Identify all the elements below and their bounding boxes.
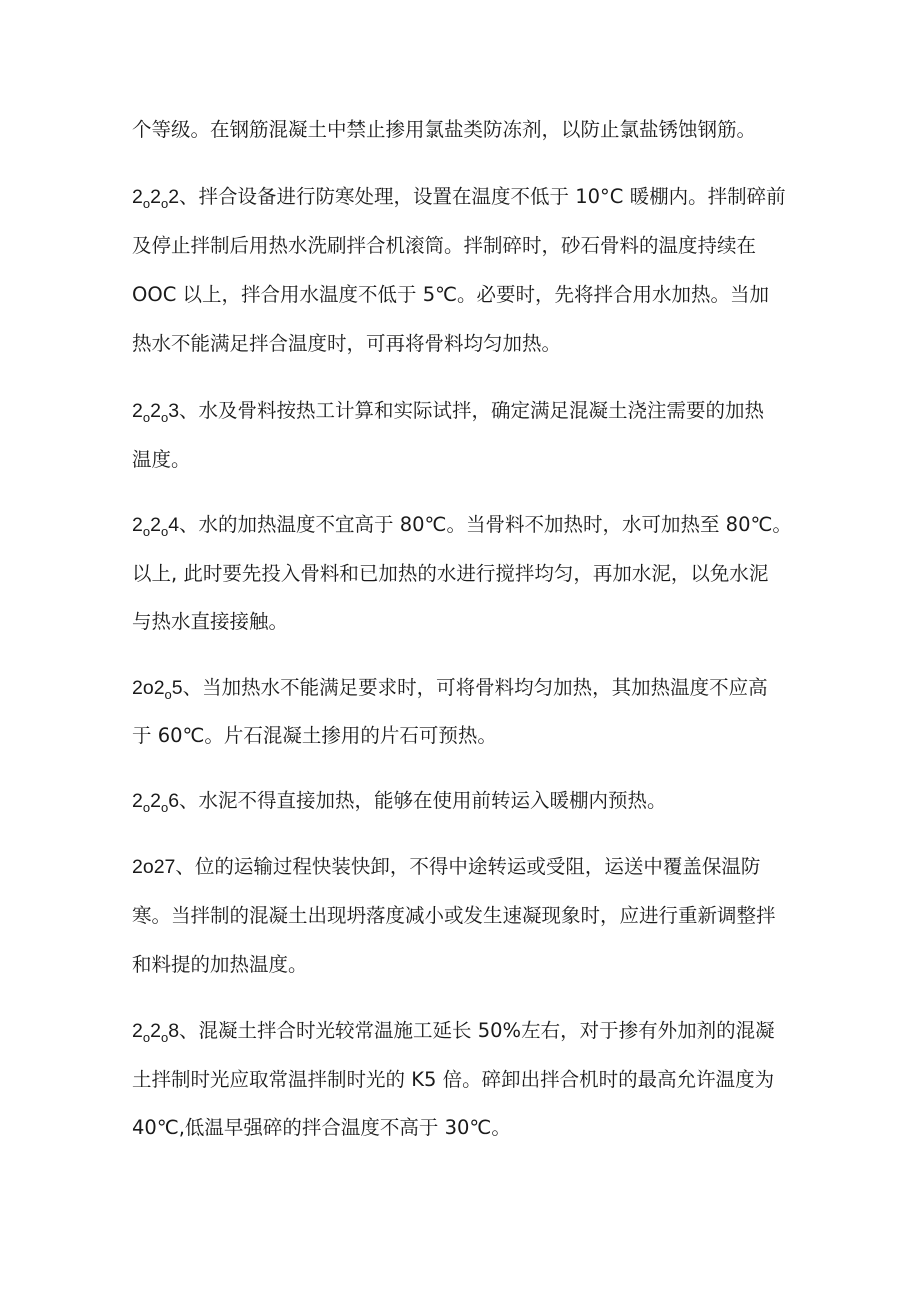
paragraph-2-2-line-1	[132, 183, 786, 211]
line-text: 及停止拌制后用热水洗刷拌合机滚筒。拌制碎时，砂石骨料的温度持续在	[132, 234, 757, 257]
text-line	[132, 116, 756, 144]
text-line	[132, 1114, 511, 1142]
line-text: OOC 以上，拌合用水温度不低于 5℃。必要时，先将拌合用水加热。当加	[132, 283, 770, 306]
paragraph-2-5-line-1	[132, 674, 768, 702]
line-text: 40℃,低温早强碎的拌合温度不高于 30℃。	[132, 1116, 511, 1139]
line-text: 热水不能满足拌合温度时，可再将骨料均匀加热。	[132, 332, 562, 355]
text-line	[132, 722, 497, 750]
paragraph-2-6-line-1	[132, 787, 667, 815]
paragraph-2-4-line-1	[132, 511, 792, 539]
line-text: 、混凝土拌合时光较常温施工延长 50%左右，对于掺有外加剂的混凝	[179, 1019, 775, 1042]
text-line	[132, 446, 191, 474]
text-line	[132, 902, 776, 930]
line-text: 、水及骨料按热工计算和实际试拌，确定满足混凝土浇注需要的加热	[179, 399, 765, 422]
section-number: $2o2_o5$	[132, 677, 183, 702]
line-text: 、当加热水不能满足要求时，可将骨料均匀加热，其加热温度不应高	[182, 676, 768, 699]
line-text: 与热水直接接触。	[132, 610, 289, 633]
line-text: 、水泥不得直接加热，能够在使用前转运入暖棚内预热。	[179, 789, 667, 812]
text-line	[132, 330, 561, 358]
text-line	[132, 1066, 774, 1094]
line-text: 以上, 此时要先投入骨料和已加热的水进行搅拌均匀，再加水泥，以免水泥	[132, 562, 769, 585]
line-text: 寒。当拌制的混凝土出现坍落度减小或发生速凝现象时，应进行重新调整拌	[132, 904, 776, 927]
line-text: 、位的运输过程快装快卸，不得中途转运或受阻，运送中覆盖保温防	[175, 855, 761, 878]
line-text: 、水的加热温度不宜高于 80℃。当骨料不加热时，水可加热至 80℃。	[179, 513, 792, 536]
text-line	[132, 281, 769, 309]
section-number: 2o27	[132, 856, 176, 878]
text-line	[132, 560, 768, 588]
text-line	[132, 232, 756, 260]
line-text: 和料提的加热温度。	[132, 953, 308, 976]
section-number: $2_o2_o3$	[132, 400, 180, 425]
section-number: $2_o2_o6$	[132, 790, 180, 815]
line-text: 温度。	[132, 448, 191, 471]
paragraph-2-3-line-1	[132, 397, 764, 425]
line-text: 土拌制时光应取常温拌制时光的 K5 倍。碎卸出拌合机时的最高允许温度为	[132, 1068, 775, 1091]
line-text: 个等级。在钢筋混凝土中禁止掺用氯盐类防冻剂，以防止氯盐锈蚀钢筋。	[132, 118, 757, 141]
line-text: 、拌合设备进行防寒处理，设置在温度不低于 10°C 暖棚内。拌制碎前	[179, 185, 786, 208]
line-text: 于 60℃。片石混凝土掺用的片石可预热。	[132, 724, 497, 747]
text-line	[132, 951, 308, 979]
text-line	[132, 608, 288, 636]
paragraph-2-7-line-1	[132, 853, 760, 881]
section-number: $2_o2_o2$	[132, 186, 180, 211]
paragraph-2-8-line-1	[132, 1017, 775, 1045]
section-number: $2_o2_o8$	[132, 1020, 180, 1045]
section-number: $2_o2_o4$	[132, 514, 180, 539]
